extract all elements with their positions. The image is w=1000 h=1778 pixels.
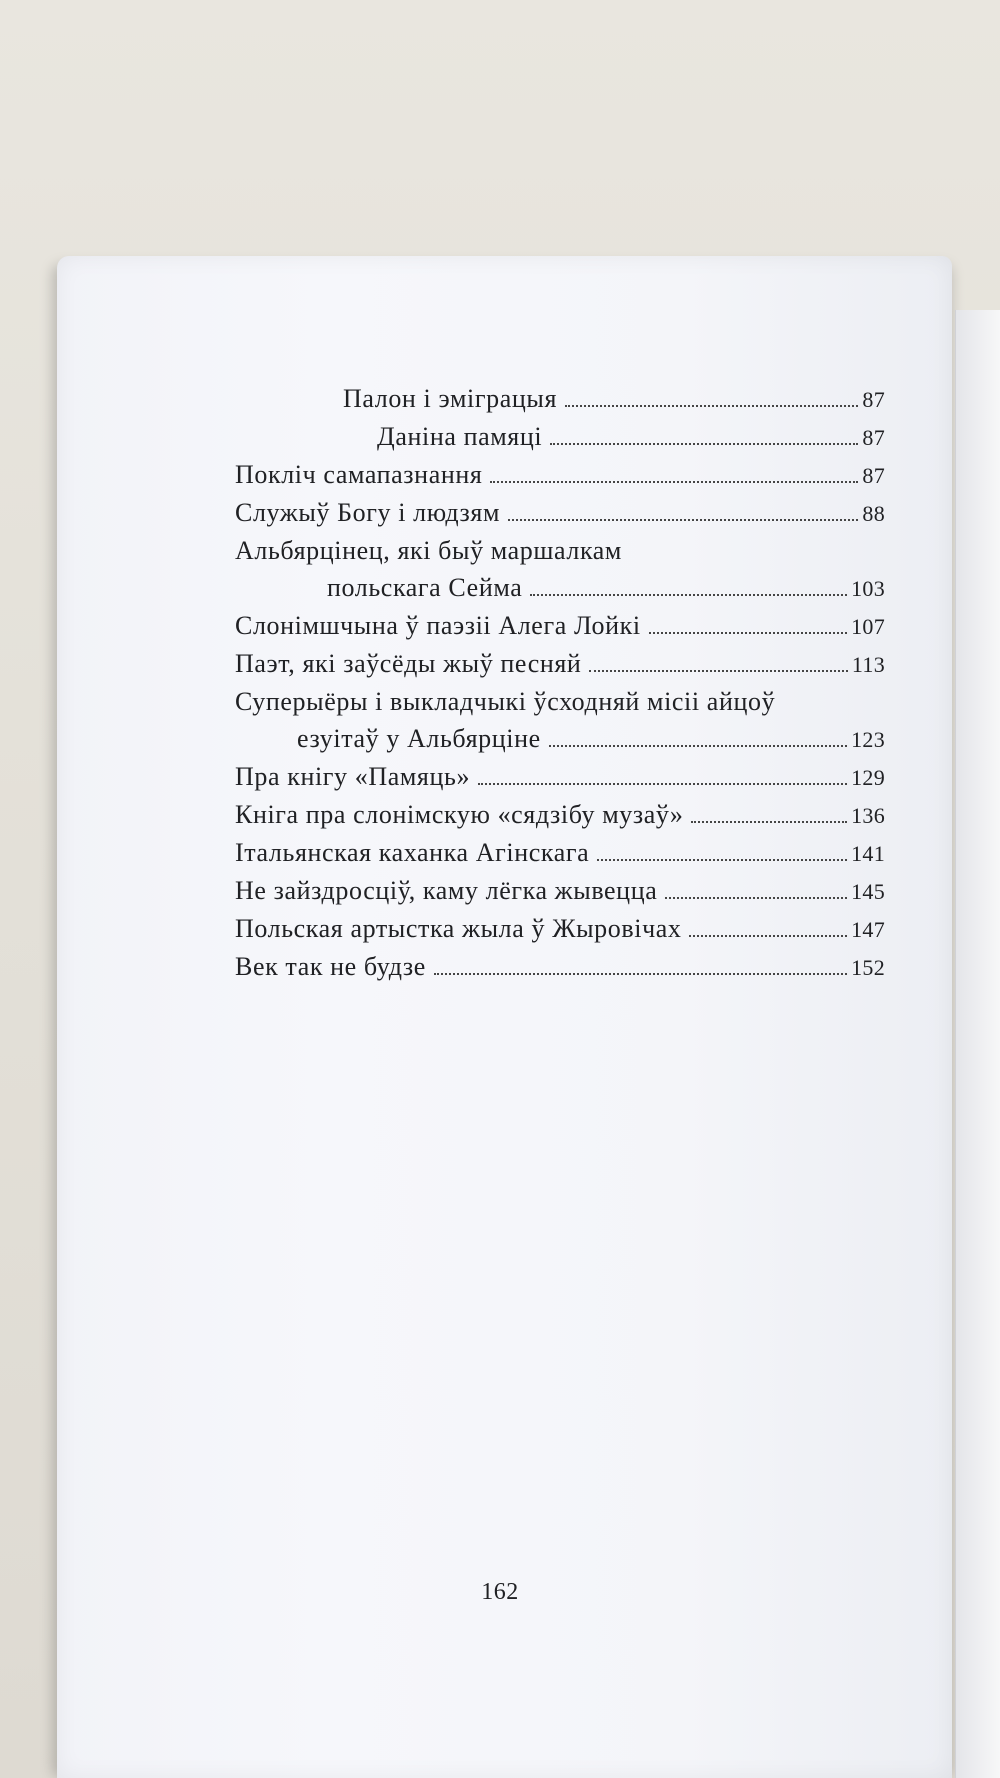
toc-title: Век так не будзе	[235, 952, 426, 981]
toc-leader-dots	[434, 973, 847, 975]
toc-title: Польская артыстка жыла ў Жыровічах	[235, 914, 682, 943]
toc-leader-dots	[665, 897, 847, 899]
toc-line	[343, 380, 885, 418]
toc-leader-dots	[490, 481, 858, 483]
toc-title: Італьянская каханка Агінскага	[235, 838, 590, 867]
toc-title: Пра кнігу «Памяць»	[235, 762, 471, 791]
toc-leader-dots	[508, 519, 858, 521]
toc-line	[235, 720, 885, 758]
toc-page-number: 107	[851, 614, 885, 639]
toc-leader-dots	[550, 443, 858, 445]
toc-line	[235, 456, 885, 494]
toc-page-number: 87	[862, 387, 885, 412]
toc-entry-palon	[235, 380, 885, 418]
toc-entry-vek	[235, 948, 885, 986]
toc-page-number: 129	[851, 765, 885, 790]
toc-page-number: 147	[851, 917, 885, 942]
toc-leader-dots	[549, 745, 847, 747]
toc-entry-superyory	[235, 683, 885, 758]
toc-leader-dots	[649, 632, 847, 634]
toc-title-line-2: езуітаў у Альбярціне	[297, 724, 541, 753]
toc-title: Не зайздросціў, каму лёгка жывецца	[235, 876, 658, 905]
toc-page-number: 152	[851, 955, 885, 980]
page-number-folio: 162	[481, 1579, 519, 1605]
toc-line	[235, 607, 885, 645]
toc-title: Кніга пра слонімскую «сядзібу музаў»	[235, 800, 684, 829]
toc-leader-dots	[691, 821, 847, 823]
toc-line	[235, 910, 885, 948]
toc-page-number: 103	[851, 576, 885, 601]
toc-line	[235, 494, 885, 532]
toc-entry-ne-zaizdrosciu	[235, 872, 885, 910]
toc-leader-dots	[530, 594, 847, 596]
toc-line	[235, 569, 885, 607]
toc-entry-italianskaia	[235, 834, 885, 872]
toc-entry-slonimshchyna	[235, 607, 885, 645]
toc-line	[235, 532, 885, 569]
toc-entry-poklich	[235, 456, 885, 494]
toc-leader-dots	[689, 935, 847, 937]
toc-page-number: 87	[862, 425, 885, 450]
toc-line	[235, 834, 885, 872]
toc-line	[235, 683, 885, 720]
toc-line	[235, 796, 885, 834]
toc-line	[377, 418, 885, 456]
table-of-contents	[235, 380, 885, 986]
toc-entry-danina	[235, 418, 885, 456]
toc-title: Паэт, які заўсёды жыў песняй	[235, 649, 582, 678]
toc-entry-albiarcinec	[235, 532, 885, 607]
toc-line	[235, 948, 885, 986]
toc-entry-polskaia-artystka	[235, 910, 885, 948]
toc-title-line-2: польскага Сейма	[327, 573, 523, 602]
toc-title: Даніна памяці	[377, 422, 543, 451]
toc-leader-dots	[589, 670, 847, 672]
toc-leader-dots	[597, 859, 847, 861]
toc-title: Служыў Богу і людзям	[235, 498, 501, 527]
toc-leader-dots	[565, 405, 858, 407]
toc-page-number: 141	[851, 841, 885, 866]
toc-page-number: 123	[851, 727, 885, 752]
toc-line	[235, 645, 885, 683]
toc-title: Палон і эміграцыя	[343, 384, 558, 413]
toc-title-line-1: Альбярцінец, які быў маршалкам	[235, 536, 622, 565]
toc-page-number: 145	[851, 879, 885, 904]
toc-entry-pamiac	[235, 758, 885, 796]
toc-page-number: 88	[862, 501, 885, 526]
toc-line	[235, 872, 885, 910]
toc-title: Слонімшчына ў паэзіі Алега Лойкі	[235, 611, 641, 640]
toc-entry-sluzhyu	[235, 494, 885, 532]
next-page-edge	[955, 310, 1000, 1778]
toc-title: Покліч самапазнання	[235, 460, 483, 489]
toc-line	[235, 758, 885, 796]
toc-leader-dots	[478, 783, 847, 785]
toc-page-number: 136	[851, 803, 885, 828]
toc-page-number: 87	[862, 463, 885, 488]
toc-entry-paet	[235, 645, 885, 683]
toc-page-number: 113	[851, 652, 885, 677]
toc-entry-kniga-muzau	[235, 796, 885, 834]
toc-title-line-1: Суперыёры і выкладчыкі ўсходняй місіі айцоў	[235, 687, 776, 716]
